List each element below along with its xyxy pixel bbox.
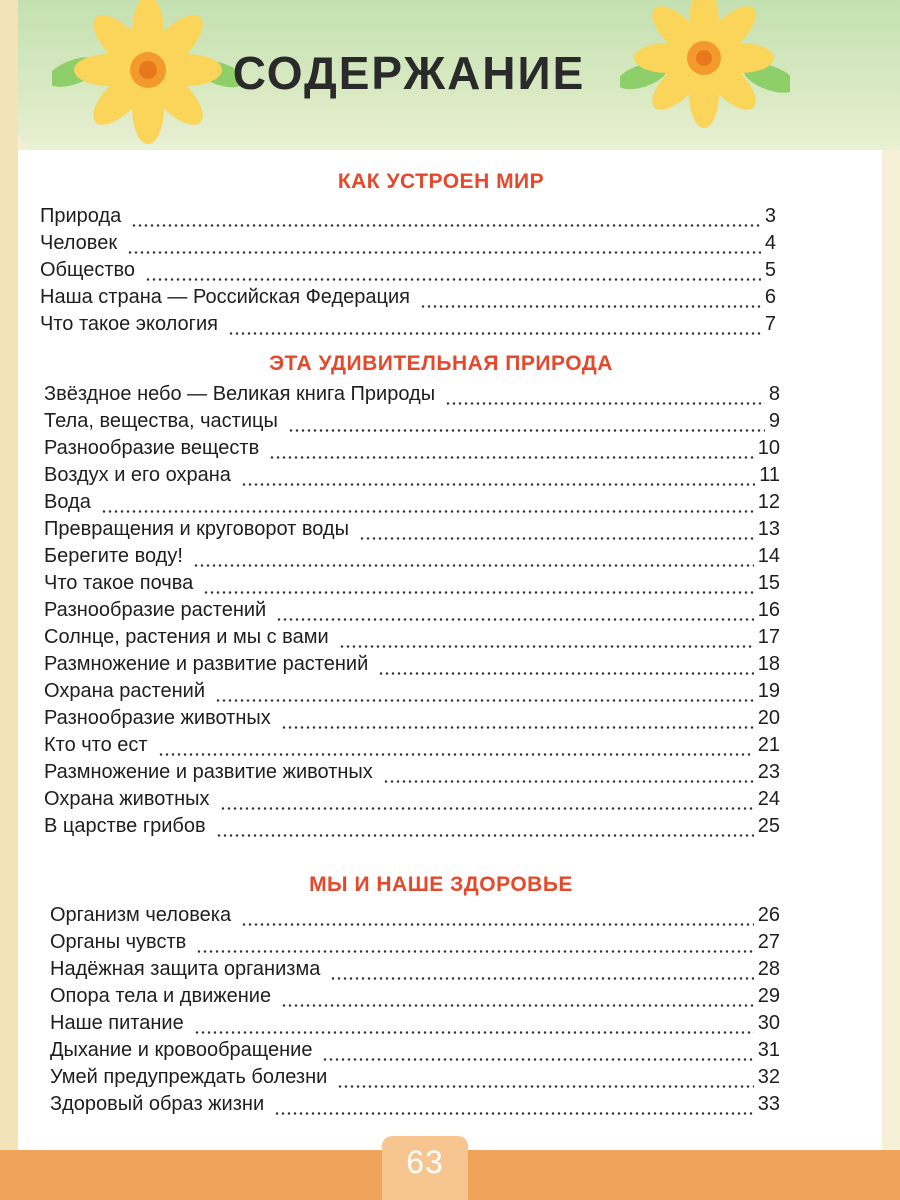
toc-entry-label: Разнообразие растений (44, 599, 267, 621)
toc-entry[interactable] (40, 286, 776, 313)
toc-entry-label: Что такое экология (40, 313, 218, 335)
toc-entry-page: 27 (757, 931, 780, 953)
toc-entry-page: 20 (757, 707, 780, 729)
toc-entry-label: Общество (40, 259, 136, 281)
toc-leader-dots (383, 780, 754, 783)
toc-leader-dots (145, 278, 761, 281)
toc-entry[interactable] (44, 599, 780, 626)
toc-entry-page: 32 (757, 1066, 780, 1088)
toc-entry[interactable] (44, 680, 780, 707)
toc-leader-dots (281, 726, 754, 729)
section-title-nature: ЭТА УДИВИТЕЛЬНАЯ ПРИРОДА (269, 352, 613, 375)
toc-entry-page: 18 (757, 653, 780, 675)
toc-entry[interactable] (44, 761, 780, 788)
toc-leader-dots (276, 618, 754, 621)
toc-entry-page: 14 (757, 545, 780, 567)
toc-entry-page: 6 (764, 286, 776, 308)
page-number: 63 (406, 1144, 444, 1180)
toc-leader-dots (288, 429, 765, 432)
toc-entry[interactable] (44, 815, 780, 842)
toc-leader-dots (378, 672, 753, 675)
toc-entry-page: 8 (768, 383, 780, 405)
toc-entry[interactable] (44, 491, 780, 518)
toc-entry[interactable] (44, 464, 780, 491)
page-title: СОДЕРЖАНИЕ (232, 47, 586, 99)
toc-entry-label: В царстве грибов (44, 815, 206, 837)
toc-entry[interactable] (40, 232, 776, 259)
toc-leader-dots (241, 923, 754, 926)
toc-leader-dots (196, 950, 754, 953)
toc-entry-page: 12 (757, 491, 780, 513)
toc-entry-label: Солнце, растения и мы с вами (44, 626, 329, 648)
toc-entry[interactable] (44, 653, 780, 680)
toc-entry-label: Дыхание и кровообращение (50, 1039, 313, 1061)
toc-entry-page: 17 (757, 626, 780, 648)
section-title-world: КАК УСТРОЕН МИР (337, 170, 545, 193)
toc-leader-dots (330, 977, 753, 980)
toc-leader-dots (131, 224, 761, 227)
toc-entry-label: Надёжная защита организма (50, 958, 321, 980)
toc-entry-label: Органы чувств (50, 931, 187, 953)
toc-list-health (50, 904, 780, 1120)
toc-entry-label: Умей предупреждать болезни (50, 1066, 328, 1088)
toc-entry[interactable] (50, 958, 780, 985)
page-number-tab (382, 1136, 468, 1200)
section-title-health: МЫ И НАШЕ ЗДОРОВЬЕ (309, 873, 573, 896)
toc-entry[interactable] (50, 1066, 780, 1093)
toc-entry[interactable] (44, 437, 780, 464)
toc-entry-page: 23 (757, 761, 780, 783)
toc-entry-label: Вода (44, 491, 91, 513)
toc-entry-page: 28 (757, 958, 780, 980)
toc-leader-dots (445, 402, 765, 405)
toc-list-nature (44, 383, 780, 842)
toc-leader-dots (220, 807, 754, 810)
toc-entry-label: Что такое почва (44, 572, 194, 594)
toc-entry[interactable] (44, 734, 780, 761)
toc-leader-dots (194, 1031, 754, 1034)
toc-entry-label: Разнообразие животных (44, 707, 271, 729)
toc-entry[interactable] (40, 205, 776, 232)
toc-entry-label: Кто что ест (44, 734, 148, 756)
toc-leader-dots (158, 753, 754, 756)
toc-entry-label: Размножение и развитие животных (44, 761, 373, 783)
toc-leader-dots (339, 645, 754, 648)
toc-entry-page: 15 (757, 572, 780, 594)
toc-leader-dots (216, 834, 754, 837)
toc-leader-dots (359, 537, 754, 540)
toc-entry-label: Организм человека (50, 904, 232, 926)
toc-entry-label: Превращения и круговорот воды (44, 518, 349, 540)
toc-leader-dots (101, 510, 754, 513)
toc-entry-label: Звёздное небо — Великая книга Природы (44, 383, 436, 405)
toc-entry-label: Природа (40, 205, 122, 227)
toc-entry-label: Наша страна — Российская Федерация (40, 286, 410, 308)
toc-entry[interactable] (50, 1012, 780, 1039)
toc-leader-dots (269, 456, 754, 459)
toc-entry-page: 7 (764, 313, 776, 335)
toc-entry[interactable] (50, 1093, 780, 1120)
toc-entry[interactable] (40, 259, 776, 286)
toc-leader-dots (274, 1112, 754, 1115)
toc-entry-label: Берегите воду! (44, 545, 183, 567)
toc-entry-label: Тела, вещества, частицы (44, 410, 278, 432)
toc-entry-page: 13 (757, 518, 780, 540)
toc-entry-page: 9 (768, 410, 780, 432)
toc-entry[interactable] (44, 626, 780, 653)
toc-entry-page: 24 (757, 788, 780, 810)
toc-entry-label: Человек (40, 232, 118, 254)
toc-leader-dots (420, 305, 761, 308)
toc-entry[interactable] (44, 788, 780, 815)
toc-entry-page: 4 (764, 232, 776, 254)
toc-entry-label: Наше питание (50, 1012, 184, 1034)
toc-entry[interactable] (44, 383, 780, 410)
toc-entry[interactable] (50, 931, 780, 958)
toc-entry[interactable] (50, 985, 780, 1012)
toc-leader-dots (241, 483, 755, 486)
toc-entry-page: 33 (757, 1093, 780, 1115)
toc-entry[interactable] (44, 518, 780, 545)
toc-entry-page: 25 (757, 815, 780, 837)
toc-leader-dots (203, 591, 754, 594)
toc-entry-label: Охрана растений (44, 680, 205, 702)
toc-entry-label: Разнообразие веществ (44, 437, 260, 459)
toc-entry[interactable] (50, 904, 780, 931)
toc-entry-page: 26 (757, 904, 780, 926)
toc-entry-page: 21 (757, 734, 780, 756)
toc-entry-label: Здоровый образ жизни (50, 1093, 265, 1115)
toc-entry-page: 31 (757, 1039, 780, 1061)
toc-entry[interactable] (44, 410, 780, 437)
toc-leader-dots (337, 1085, 753, 1088)
toc-leader-dots (322, 1058, 753, 1061)
toc-leader-dots (281, 1004, 754, 1007)
toc-entry-label: Воздух и его охрана (44, 464, 231, 486)
toc-entry-label: Охрана животных (44, 788, 210, 810)
toc-leader-dots (228, 332, 761, 335)
toc-list-world (40, 205, 776, 340)
toc-entry-page: 19 (757, 680, 780, 702)
toc-entry[interactable] (44, 707, 780, 734)
toc-entry-page: 11 (759, 464, 780, 486)
toc-leader-dots (127, 251, 761, 254)
toc-leader-dots (215, 699, 754, 702)
toc-leader-dots (193, 564, 754, 567)
toc-entry[interactable] (44, 545, 780, 572)
toc-entry-label: Размножение и развитие растений (44, 653, 369, 675)
toc-entry-page: 3 (764, 205, 776, 227)
toc-entry[interactable] (44, 572, 780, 599)
toc-entry[interactable] (40, 313, 776, 340)
toc-entry[interactable] (50, 1039, 780, 1066)
toc-entry-page: 5 (764, 259, 776, 281)
toc-entry-label: Опора тела и движение (50, 985, 272, 1007)
toc-entry-page: 16 (757, 599, 780, 621)
toc-entry-page: 29 (757, 985, 780, 1007)
bleed-through-strip (882, 150, 900, 1162)
toc-entry-page: 10 (757, 437, 780, 459)
toc-entry-page: 30 (757, 1012, 780, 1034)
